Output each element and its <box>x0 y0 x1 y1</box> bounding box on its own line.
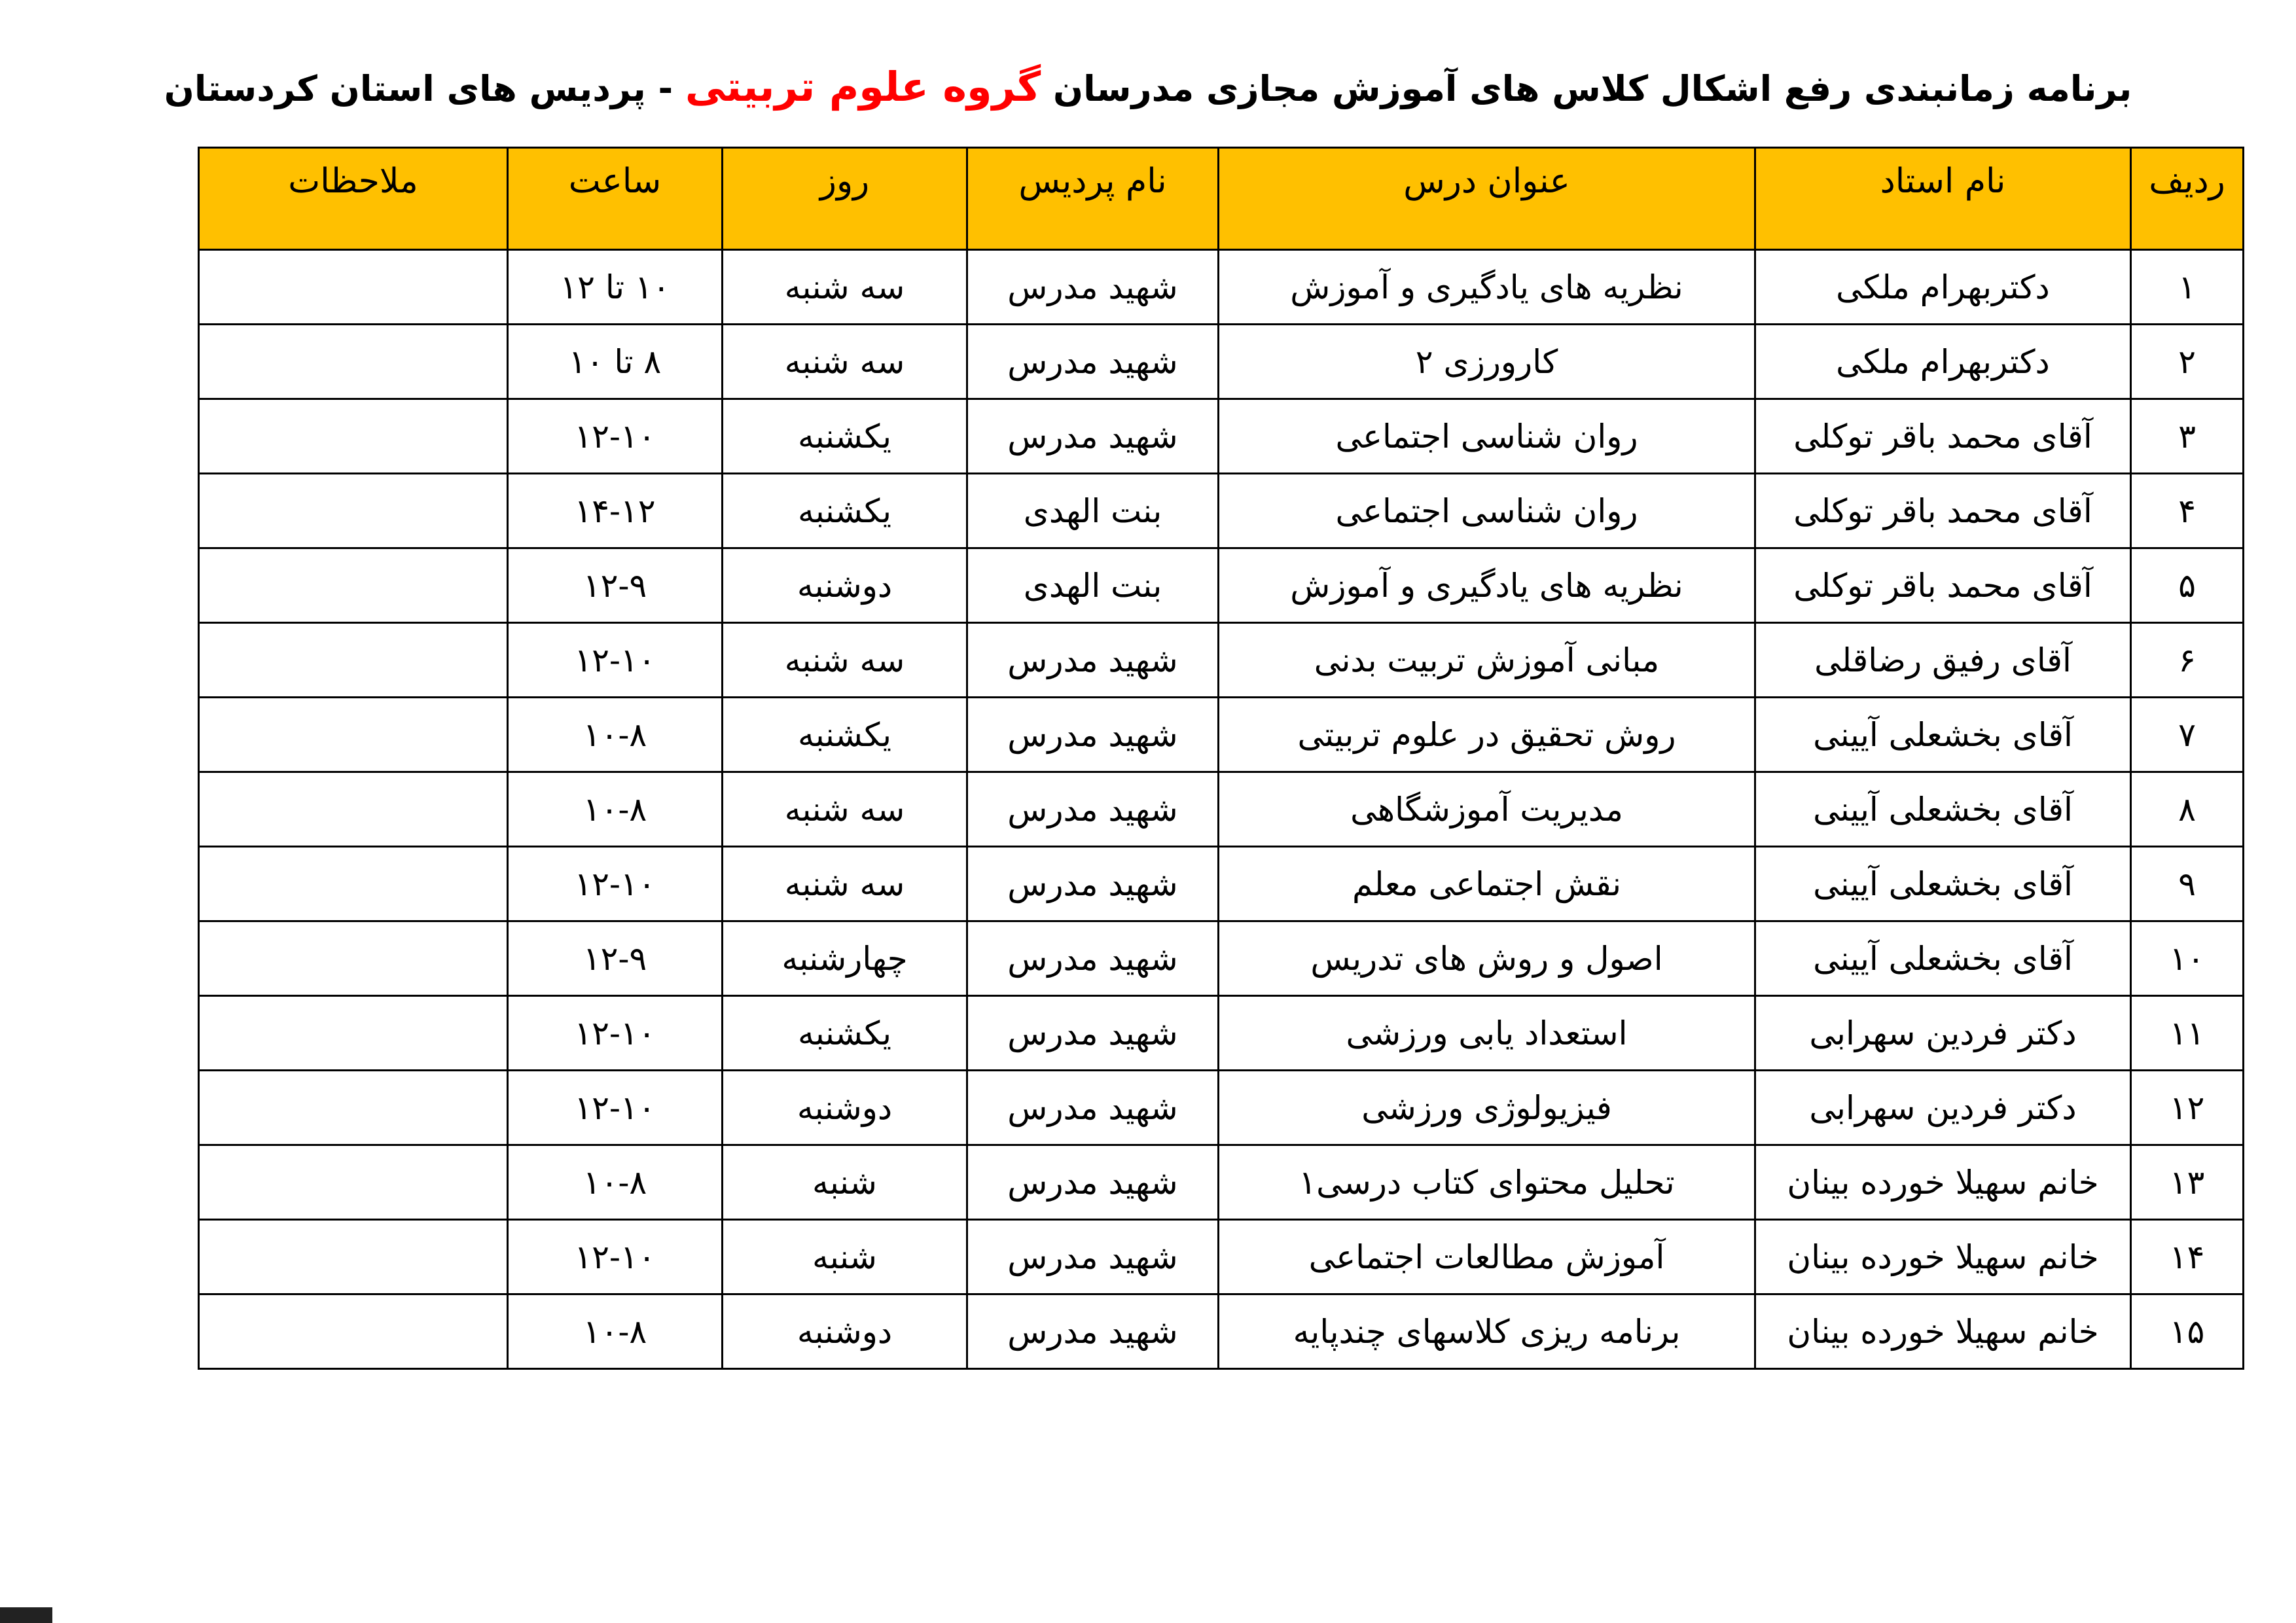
cell-campus: شهید مدرس <box>967 996 1219 1071</box>
cell-time: ۱۲-۱۰ <box>508 1071 723 1145</box>
cell-day: یکشنبه <box>723 474 967 548</box>
cell-time: ۱۲-۱۰ <box>508 399 723 474</box>
cell-course: روان شناسی اجتماعی <box>1219 474 1755 548</box>
cell-day: سه شنبه <box>723 325 967 399</box>
cell-row-number: ۱۴ <box>2131 1220 2244 1294</box>
cell-course: مدیریت آموزشگاهی <box>1219 772 1755 847</box>
cell-teacher: دکتر فردین سهرابی <box>1755 1071 2131 1145</box>
cell-teacher: دکتربهرام ملکی <box>1755 325 2131 399</box>
cell-teacher: خانم سهیلا خورده بینان <box>1755 1220 2131 1294</box>
cell-day: سه شنبه <box>723 847 967 921</box>
cell-time: ۱۲-۹ <box>508 921 723 996</box>
cell-notes <box>199 399 508 474</box>
cell-row-number: ۱ <box>2131 250 2244 325</box>
cell-row-number: ۱۳ <box>2131 1145 2244 1220</box>
table-body <box>199 250 2244 1369</box>
cell-notes <box>199 1220 508 1294</box>
cell-course: فیزیولوژی ورزشی <box>1219 1071 1755 1145</box>
cell-notes <box>199 250 508 325</box>
cell-row-number: ۹ <box>2131 847 2244 921</box>
cell-teacher: دکتربهرام ملکی <box>1755 250 2131 325</box>
cell-campus: بنت الهدی <box>967 474 1219 548</box>
cell-row-number: ۵ <box>2131 548 2244 623</box>
cell-course: روش تحقیق در علوم تربیتی <box>1219 698 1755 772</box>
schedule-table <box>198 147 2244 1370</box>
table-row <box>199 772 2244 847</box>
cell-row-number: ۷ <box>2131 698 2244 772</box>
header-row-number: ردیف <box>2131 148 2244 250</box>
cell-teacher: آقای رفیق رضاقلی <box>1755 623 2131 698</box>
table-row <box>199 921 2244 996</box>
cell-teacher: آقای بخشعلی آیینی <box>1755 772 2131 847</box>
table-row <box>199 325 2244 399</box>
cell-teacher: خانم سهیلا خورده بینان <box>1755 1145 2131 1220</box>
cell-campus: شهید مدرس <box>967 1071 1219 1145</box>
header-teacher: نام استاد <box>1755 148 2131 250</box>
cell-teacher: آقای بخشعلی آیینی <box>1755 698 2131 772</box>
cell-day: دوشنبه <box>723 1071 967 1145</box>
cell-campus: شهید مدرس <box>967 623 1219 698</box>
cell-row-number: ۸ <box>2131 772 2244 847</box>
cell-row-number: ۱۱ <box>2131 996 2244 1071</box>
cell-teacher: آقای محمد باقر توکلی <box>1755 399 2131 474</box>
cell-teacher: خانم سهیلا خورده بینان <box>1755 1294 2131 1369</box>
cell-day: سه شنبه <box>723 623 967 698</box>
cell-day: یکشنبه <box>723 698 967 772</box>
table-row <box>199 996 2244 1071</box>
cell-course: برنامه ریزی کلاسهای چندپایه <box>1219 1294 1755 1369</box>
cell-time: ۸ تا ۱۰ <box>508 325 723 399</box>
cell-time: ۱۰-۸ <box>508 772 723 847</box>
cell-notes <box>199 623 508 698</box>
footer-watermark <box>0 1607 52 1623</box>
cell-campus: شهید مدرس <box>967 250 1219 325</box>
cell-notes <box>199 847 508 921</box>
cell-day: چهارشنبه <box>723 921 967 996</box>
cell-notes <box>199 1071 508 1145</box>
table-row <box>199 847 2244 921</box>
cell-time: ۱۰-۸ <box>508 698 723 772</box>
cell-row-number: ۱۵ <box>2131 1294 2244 1369</box>
table-row <box>199 474 2244 548</box>
cell-notes <box>199 996 508 1071</box>
cell-campus: شهید مدرس <box>967 921 1219 996</box>
table-row <box>199 623 2244 698</box>
cell-campus: شهید مدرس <box>967 772 1219 847</box>
cell-day: سه شنبه <box>723 772 967 847</box>
cell-teacher: آقای بخشعلی آیینی <box>1755 921 2131 996</box>
cell-time: ۱۲-۱۰ <box>508 623 723 698</box>
cell-time: ۱۲-۱۰ <box>508 847 723 921</box>
cell-course: استعداد یابی ورزشی <box>1219 996 1755 1071</box>
cell-notes <box>199 698 508 772</box>
cell-day: سه شنبه <box>723 250 967 325</box>
cell-row-number: ۱۲ <box>2131 1071 2244 1145</box>
table-row <box>199 1294 2244 1369</box>
cell-row-number: ۲ <box>2131 325 2244 399</box>
cell-time: ۱۰ تا ۱۲ <box>508 250 723 325</box>
cell-teacher: دکتر فردین سهرابی <box>1755 996 2131 1071</box>
cell-row-number: ۴ <box>2131 474 2244 548</box>
cell-campus: شهید مدرس <box>967 698 1219 772</box>
cell-notes <box>199 1294 508 1369</box>
title-part-3: - پردیس های استان کردستان <box>164 68 673 109</box>
cell-course: اصول و روش های تدریس <box>1219 921 1755 996</box>
header-notes: ملاحظات <box>199 148 508 250</box>
cell-notes <box>199 1145 508 1220</box>
cell-notes <box>199 772 508 847</box>
cell-notes <box>199 921 508 996</box>
cell-notes <box>199 325 508 399</box>
page-title <box>0 58 2296 116</box>
cell-course: نقش اجتماعی معلم <box>1219 847 1755 921</box>
table-row <box>199 399 2244 474</box>
table-row <box>199 1071 2244 1145</box>
header-campus: نام پردیس <box>967 148 1219 250</box>
cell-day: دوشنبه <box>723 1294 967 1369</box>
cell-day: شنبه <box>723 1220 967 1294</box>
cell-row-number: ۶ <box>2131 623 2244 698</box>
header-row <box>199 148 2244 250</box>
table-row <box>199 698 2244 772</box>
cell-day: شنبه <box>723 1145 967 1220</box>
header-time: ساعت <box>508 148 723 250</box>
header-day: روز <box>723 148 967 250</box>
cell-course: آموزش مطالعات اجتماعی <box>1219 1220 1755 1294</box>
cell-campus: شهید مدرس <box>967 847 1219 921</box>
cell-teacher: آقای محمد باقر توکلی <box>1755 474 2131 548</box>
cell-time: ۱۴-۱۲ <box>508 474 723 548</box>
cell-notes <box>199 474 508 548</box>
title-highlight: گروه علوم تربیتی <box>685 63 1041 111</box>
cell-row-number: ۱۰ <box>2131 921 2244 996</box>
cell-day: دوشنبه <box>723 548 967 623</box>
cell-course: کارورزی ۲ <box>1219 325 1755 399</box>
cell-time: ۱۰-۸ <box>508 1294 723 1369</box>
cell-time: ۱۲-۹ <box>508 548 723 623</box>
cell-course: روان شناسی اجتماعی <box>1219 399 1755 474</box>
cell-course: نظریه های یادگیری و آموزش <box>1219 548 1755 623</box>
cell-campus: شهید مدرس <box>967 1294 1219 1369</box>
cell-teacher: آقای محمد باقر توکلی <box>1755 548 2131 623</box>
cell-campus: شهید مدرس <box>967 1145 1219 1220</box>
cell-teacher: آقای بخشعلی آیینی <box>1755 847 2131 921</box>
cell-day: یکشنبه <box>723 996 967 1071</box>
cell-time: ۱۲-۱۰ <box>508 1220 723 1294</box>
cell-campus: بنت الهدی <box>967 548 1219 623</box>
table-row <box>199 1145 2244 1220</box>
title-part-1: برنامه زمانبندی رفع اشکال کلاس های آموزش مجازی مدرسان <box>1053 68 2132 109</box>
cell-time: ۱۰-۸ <box>508 1145 723 1220</box>
cell-course: نظریه های یادگیری و آموزش <box>1219 250 1755 325</box>
cell-day: یکشنبه <box>723 399 967 474</box>
table-row <box>199 250 2244 325</box>
cell-course: تحلیل محتوای کتاب درسی۱ <box>1219 1145 1755 1220</box>
table-row <box>199 548 2244 623</box>
cell-campus: شهید مدرس <box>967 399 1219 474</box>
table-row <box>199 1220 2244 1294</box>
cell-course: مبانی آموزش تربیت بدنی <box>1219 623 1755 698</box>
cell-campus: شهید مدرس <box>967 1220 1219 1294</box>
header-course: عنوان درس <box>1219 148 1755 250</box>
cell-time: ۱۲-۱۰ <box>508 996 723 1071</box>
cell-campus: شهید مدرس <box>967 325 1219 399</box>
cell-notes <box>199 548 508 623</box>
cell-row-number: ۳ <box>2131 399 2244 474</box>
